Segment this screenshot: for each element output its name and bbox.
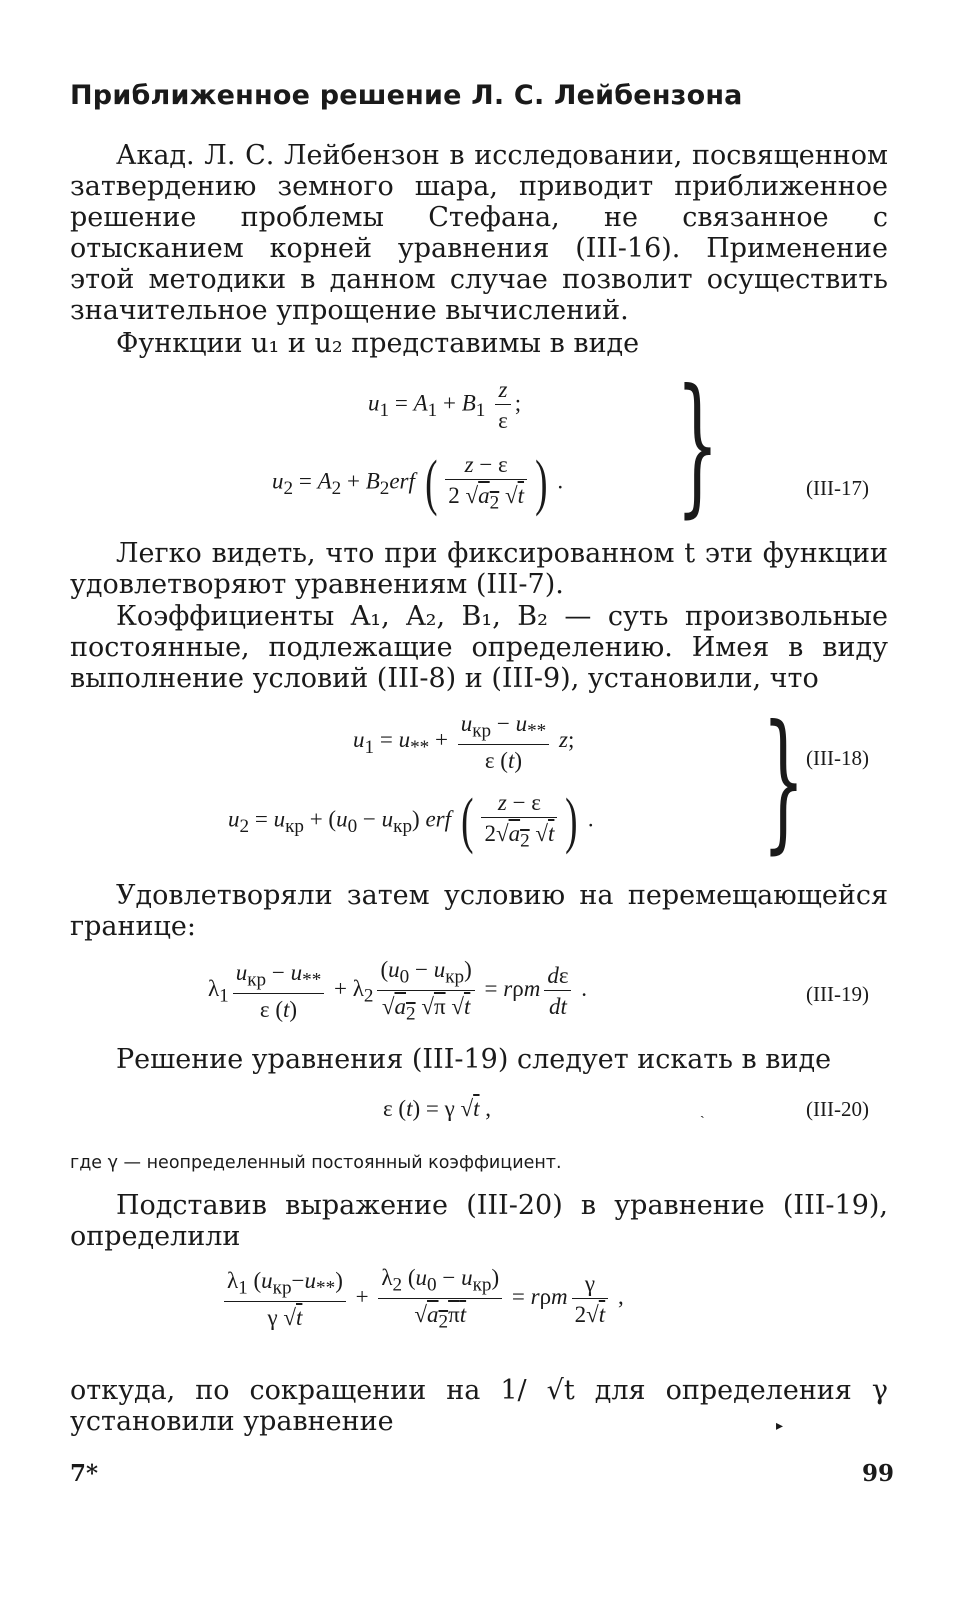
paragraph-intro: Акад. Л. С. Лейбензон в исследовании, посвященном затвердению земного шара, приводит приближенное решение проблемы Стефана, не связанное с отысканием корней уравнения (III-16). Применение этой методики в данном случае позволит осуществить значительное упрощение вычислений. [70, 140, 888, 326]
equation-u1-condition: $u_1 = u_{**}$ + $\frac{u_{кр} - u_{**}}{\varepsilon (t)}$ z; [353, 711, 575, 773]
brace-eq18: } [762, 694, 805, 868]
equation-u2-condition: $u_2 = u_{кр} + (u_0 - u_{кр})$ erf ( $\frac{z - \varepsilon}{2√a_2 √t}$ ) . [228, 787, 594, 855]
paragraph-solution-form: Решение уравнения (III-19) следует искать в виде [116, 1044, 832, 1075]
paragraph-conclusion: откуда, по сокращении на 1/ √t для определения γ установили уравнение [70, 1375, 888, 1437]
paragraph-observation: Легко видеть, что при фиксированном t эти функции удовлетворяют уравнениям (III-7). [70, 538, 888, 600]
section-heading: Приближенное решение Л. С. Лейбензона [70, 80, 743, 111]
equation-label-III-17: (III-17) [806, 476, 869, 500]
paragraph-substitution: Подставив выражение (III-20) в уравнение (III-19), определили [70, 1190, 888, 1252]
paragraph-gamma-note: где γ — неопределенный постоянный коэффициент. [70, 1153, 562, 1173]
print-mark-2: ▸ [776, 1418, 784, 1434]
brace-eq17: } [676, 358, 719, 532]
page-number: 99 [862, 1460, 895, 1487]
equation-label-III-20: (III-20) [806, 1097, 869, 1121]
paragraph-boundary: Удовлетворяли затем условию на перемещающейся границе: [70, 880, 888, 942]
print-mark: ˎ [700, 1103, 705, 1119]
paragraph-coefficients: Коэффициенты A₁, A₂, B₁, B₂ — суть произвольные постоянные, подлежащие определению. Имея в виду выполнение условий (III-8) и (III-9), установили, что [70, 601, 888, 694]
equation-label-III-19: (III-19) [806, 982, 869, 1006]
equation-boundary-condition: $\lambda_1$ $\frac{u_{кр} - u_{**}}{\varepsilon (t)}$ + $\lambda_2$ $\frac{(u_0 - u_{кр})}{√a_2 √\pi √t}$ = rρm $\frac{d\varepsilon}{dt}$ . [208, 957, 587, 1025]
equation-u1-linear: $u_1 = A_1 + B_1$ $\frac{z}{\varepsilon}$ ; [368, 377, 522, 433]
signature-mark: 7* [70, 1460, 99, 1487]
equation-u2-erf: $u_2 = A_2 + B_2erf$ ( $\frac{z - \varepsilon}{2 √a_2 √t}$ ) . [272, 449, 564, 517]
equation-epsilon-form: ε (t) = γ √t , [383, 1096, 492, 1121]
equation-label-III-18: (III-18) [806, 746, 869, 770]
equation-substituted: $\frac{\lambda_1 (u_{кр}-u_{**})}{\gamma √t}$ + $\frac{\lambda_2 (u_0 - u_{кр})}{√a_2\pi t}$ = rρm $\frac{\gamma}{2√t}$ , [220, 1266, 624, 1332]
paragraph-functions: Функции u₁ и u₂ представимы в виде [116, 328, 640, 359]
